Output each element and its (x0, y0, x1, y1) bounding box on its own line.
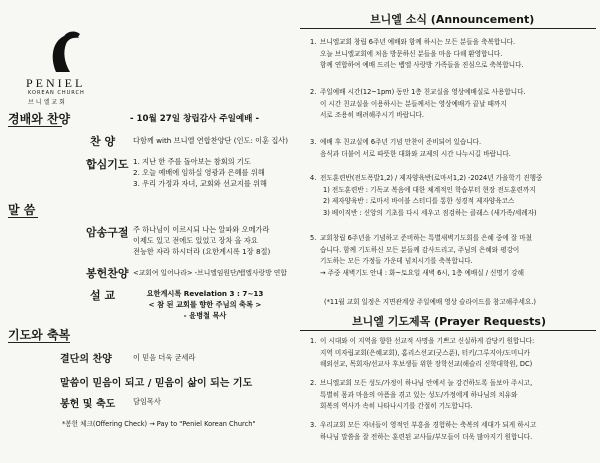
announcement-item-5 (310, 233, 595, 279)
item-number: 1. (310, 38, 317, 46)
sermon-preacher: - 윤병철 목사 (183, 311, 227, 320)
memory-verse-line-1: 주 하나님이 이르시되 나는 알파와 오메가라 (133, 225, 270, 234)
item-line: 1) 전도훈련반 : 기독교 복음에 대한 체계적인 학습부터 현장 전도훈련까지 (323, 185, 536, 194)
prayer-request-item-3 (310, 420, 595, 443)
praise-label: 찬 양 (90, 135, 116, 148)
item-line: 습니다. 함께 기도하신 모든 분들께 감사드리고, 주님의 은혜와 평강이 (320, 245, 520, 254)
unison-prayer-line-3: 3. 우리 가정과 자녀, 교회와 선교지를 위해 (133, 179, 267, 188)
decision-song-text: 이 믿음 더욱 굳세라 (133, 353, 196, 362)
offertory-text: <교회여 일어나라> -브니엘임원단/뱁엘사랑방 연합 (133, 269, 287, 277)
sermon-title: < 참 된 교회를 향한 주님의 축복 > (148, 300, 262, 309)
schedule-note: (*11월 교회 일정은 지면관계상 주일예배 영상 슬라이드를 참고해주세요.) (324, 298, 536, 306)
item-line: 교회창립 6주년을 기념하고 준비하는 특별새벽기도회를 은혜 중에 잘 마쳤 (320, 234, 533, 242)
item-line: 우리교회 모든 자녀들이 영적인 부흥을 경험하는 축복의 세대가 되게 하시고 (320, 421, 537, 429)
section-underline (8, 342, 70, 343)
item-number: 5. (310, 234, 317, 242)
sermon-label: 설 교 (90, 289, 116, 302)
item-line: 하나님 말씀을 잘 전하는 훈련된 교사들/부모들이 더욱 많아지기 원합니다. (320, 432, 533, 441)
worship-section-title: 경배와 찬양 (8, 112, 71, 126)
announcement-item-4 (310, 173, 595, 219)
benediction-text: 담임목사 (133, 397, 161, 406)
praise-text: 다함께 with 브니엘 연합찬양단 (인도: 이훈 집사) (133, 136, 289, 145)
item-number: 2. (310, 88, 317, 96)
prayer-request-item-1 (310, 336, 595, 371)
item-line: 2) 제자양육반 : 로마서 바이블 스터디를 통한 성경적 제자양육코스 (323, 197, 515, 205)
item-line: 기도하는 모든 가정들 가운데 넘치시기를 축복합니다. (320, 257, 473, 265)
logo-name: PENIEL (26, 76, 86, 90)
item-number: 3. (310, 138, 317, 146)
title-rule (300, 28, 596, 29)
announcement-item-2 (310, 87, 595, 122)
item-line: 회복의 역사가 속히 나타나시기를 간절히 기도합니다. (320, 402, 473, 410)
unison-prayer-line-2: 2. 오늘 예배에 임하실 영광과 은혜를 위해 (133, 168, 265, 177)
offering-benediction-label: 봉헌 및 축도 (60, 399, 116, 410)
news-column (300, 0, 600, 463)
item-line: 지역 미자립교회(은혜교회), 홈리스선교(굿스푼), 터키/그루지아/도미니카 (320, 348, 530, 357)
section-underline (8, 217, 38, 218)
unison-prayer-label: 합심기도 (86, 158, 129, 171)
prayer-requests-title: 브니엘 기도제목 (Prayer Requests) (352, 315, 547, 328)
item-line: → 주중 새벽기도 안내 : 화~토요일 새벽 6시, 1층 예배실 / 신명기 강해 (320, 268, 524, 277)
announcements-title: 브니엘 소식 (Announcement) (370, 13, 535, 26)
announcement-item-1 (310, 37, 595, 72)
memory-verse-line-3: 전능한 자라 하시더라 (요한계시록 1장 8절) (133, 247, 271, 256)
item-line: 음식과 더불어 서로 따뜻한 대화와 교제의 시간 나누시길 바랍니다. (320, 149, 511, 158)
item-line: 전도훈련반(전도폭발1,2) / 제자양육반(로마서1,2) -2024년 가을학기 진행중 (320, 174, 543, 182)
item-line: 브니엘교회 모든 성도/가정이 하나님 안에서 늘 강건하도록 돌보아 주시고, (320, 379, 533, 387)
item-number: 4. (310, 174, 317, 182)
section-underline (8, 126, 62, 127)
item-line: 서로 조용히 배려해주시기 바랍니다. (320, 111, 424, 119)
faith-prayer-label: 말씀이 믿음이 되고 / 믿음이 삶이 되는 기도 (60, 378, 253, 389)
unison-prayer-line-1: 1. 지난 한 주를 돌아보는 참회의 기도 (133, 157, 251, 166)
item-number: 2. (310, 379, 317, 387)
item-line: 브니엘교회 창립 6주년 예배와 함께 하시는 모든 분들을 축복합니다. (320, 38, 516, 46)
item-line: 오늘 브니엘교회에 처음 방문하신 분들을 마음 다해 환영합니다. (320, 49, 503, 58)
logo-subtitle: KOREAN CHURCH (28, 90, 85, 96)
offertory-label: 봉헌찬양 (86, 267, 129, 280)
sermon-scripture: 요한계시록 Revelation 3 : 7~13 (146, 289, 264, 298)
prayer-request-item-2 (310, 378, 595, 413)
word-section-title: 말 씀 (8, 203, 36, 217)
item-line: 특별히 몸과 마음의 아픔을 겪고 있는 성도/가정에게 하나님의 치유와 (320, 390, 518, 399)
item-line: 해외선교, 목회자/선교사 후보생들 위한 장학선교(해슬리 신학대학원, DC) (320, 360, 533, 368)
item-line: 예배 후 친교실에 6주년 기념 만찬이 준비되어 있습니다. (320, 138, 482, 146)
item-line: 이 시대와 이 지역을 향한 선교적 사명을 기쁘고 신실하게 감당키 원합니다: (320, 337, 535, 345)
service-title: - 10월 27일 창립감사 주일예배 - (130, 114, 260, 124)
announcement-item-3 (310, 137, 595, 160)
item-line: 3) 베이직반 : 신앙의 기초를 다시 세우고 점검하는 클래스 (새가족/세례자) (323, 208, 537, 217)
memory-verse-label: 암송구절 (86, 226, 129, 239)
item-line: 함께 연합하여 예배 드리는 뱁엘 사랑방 가족들을 진심으로 축복합니다. (320, 61, 524, 69)
logo-korean-name: 브니엘교회 (28, 99, 67, 106)
item-number: 1. (310, 337, 317, 345)
prayer-section-title: 기도와 축복 (8, 328, 71, 342)
item-number: 3. (310, 421, 317, 429)
item-line: 이 시간 친교실을 이용하시는 분들께서는 영상예배가 끝날 때까지 (320, 99, 507, 108)
peniel-bird-logo-icon (42, 28, 82, 74)
item-line: 주일예배 시간(12~1pm) 동안 1층 친교실을 영상예배실로 사용합니다. (320, 88, 526, 96)
decision-song-label: 결단의 찬양 (60, 354, 112, 365)
memory-verse-line-2: 이제도 있고 전에도 있었고 장차 올 자요 (133, 236, 258, 245)
church-logo (24, 28, 104, 108)
offering-check-note: *봉헌 체크(Offering Check) → Pay to "Peniel Korean Church" (62, 420, 256, 428)
title-rule (300, 330, 596, 331)
